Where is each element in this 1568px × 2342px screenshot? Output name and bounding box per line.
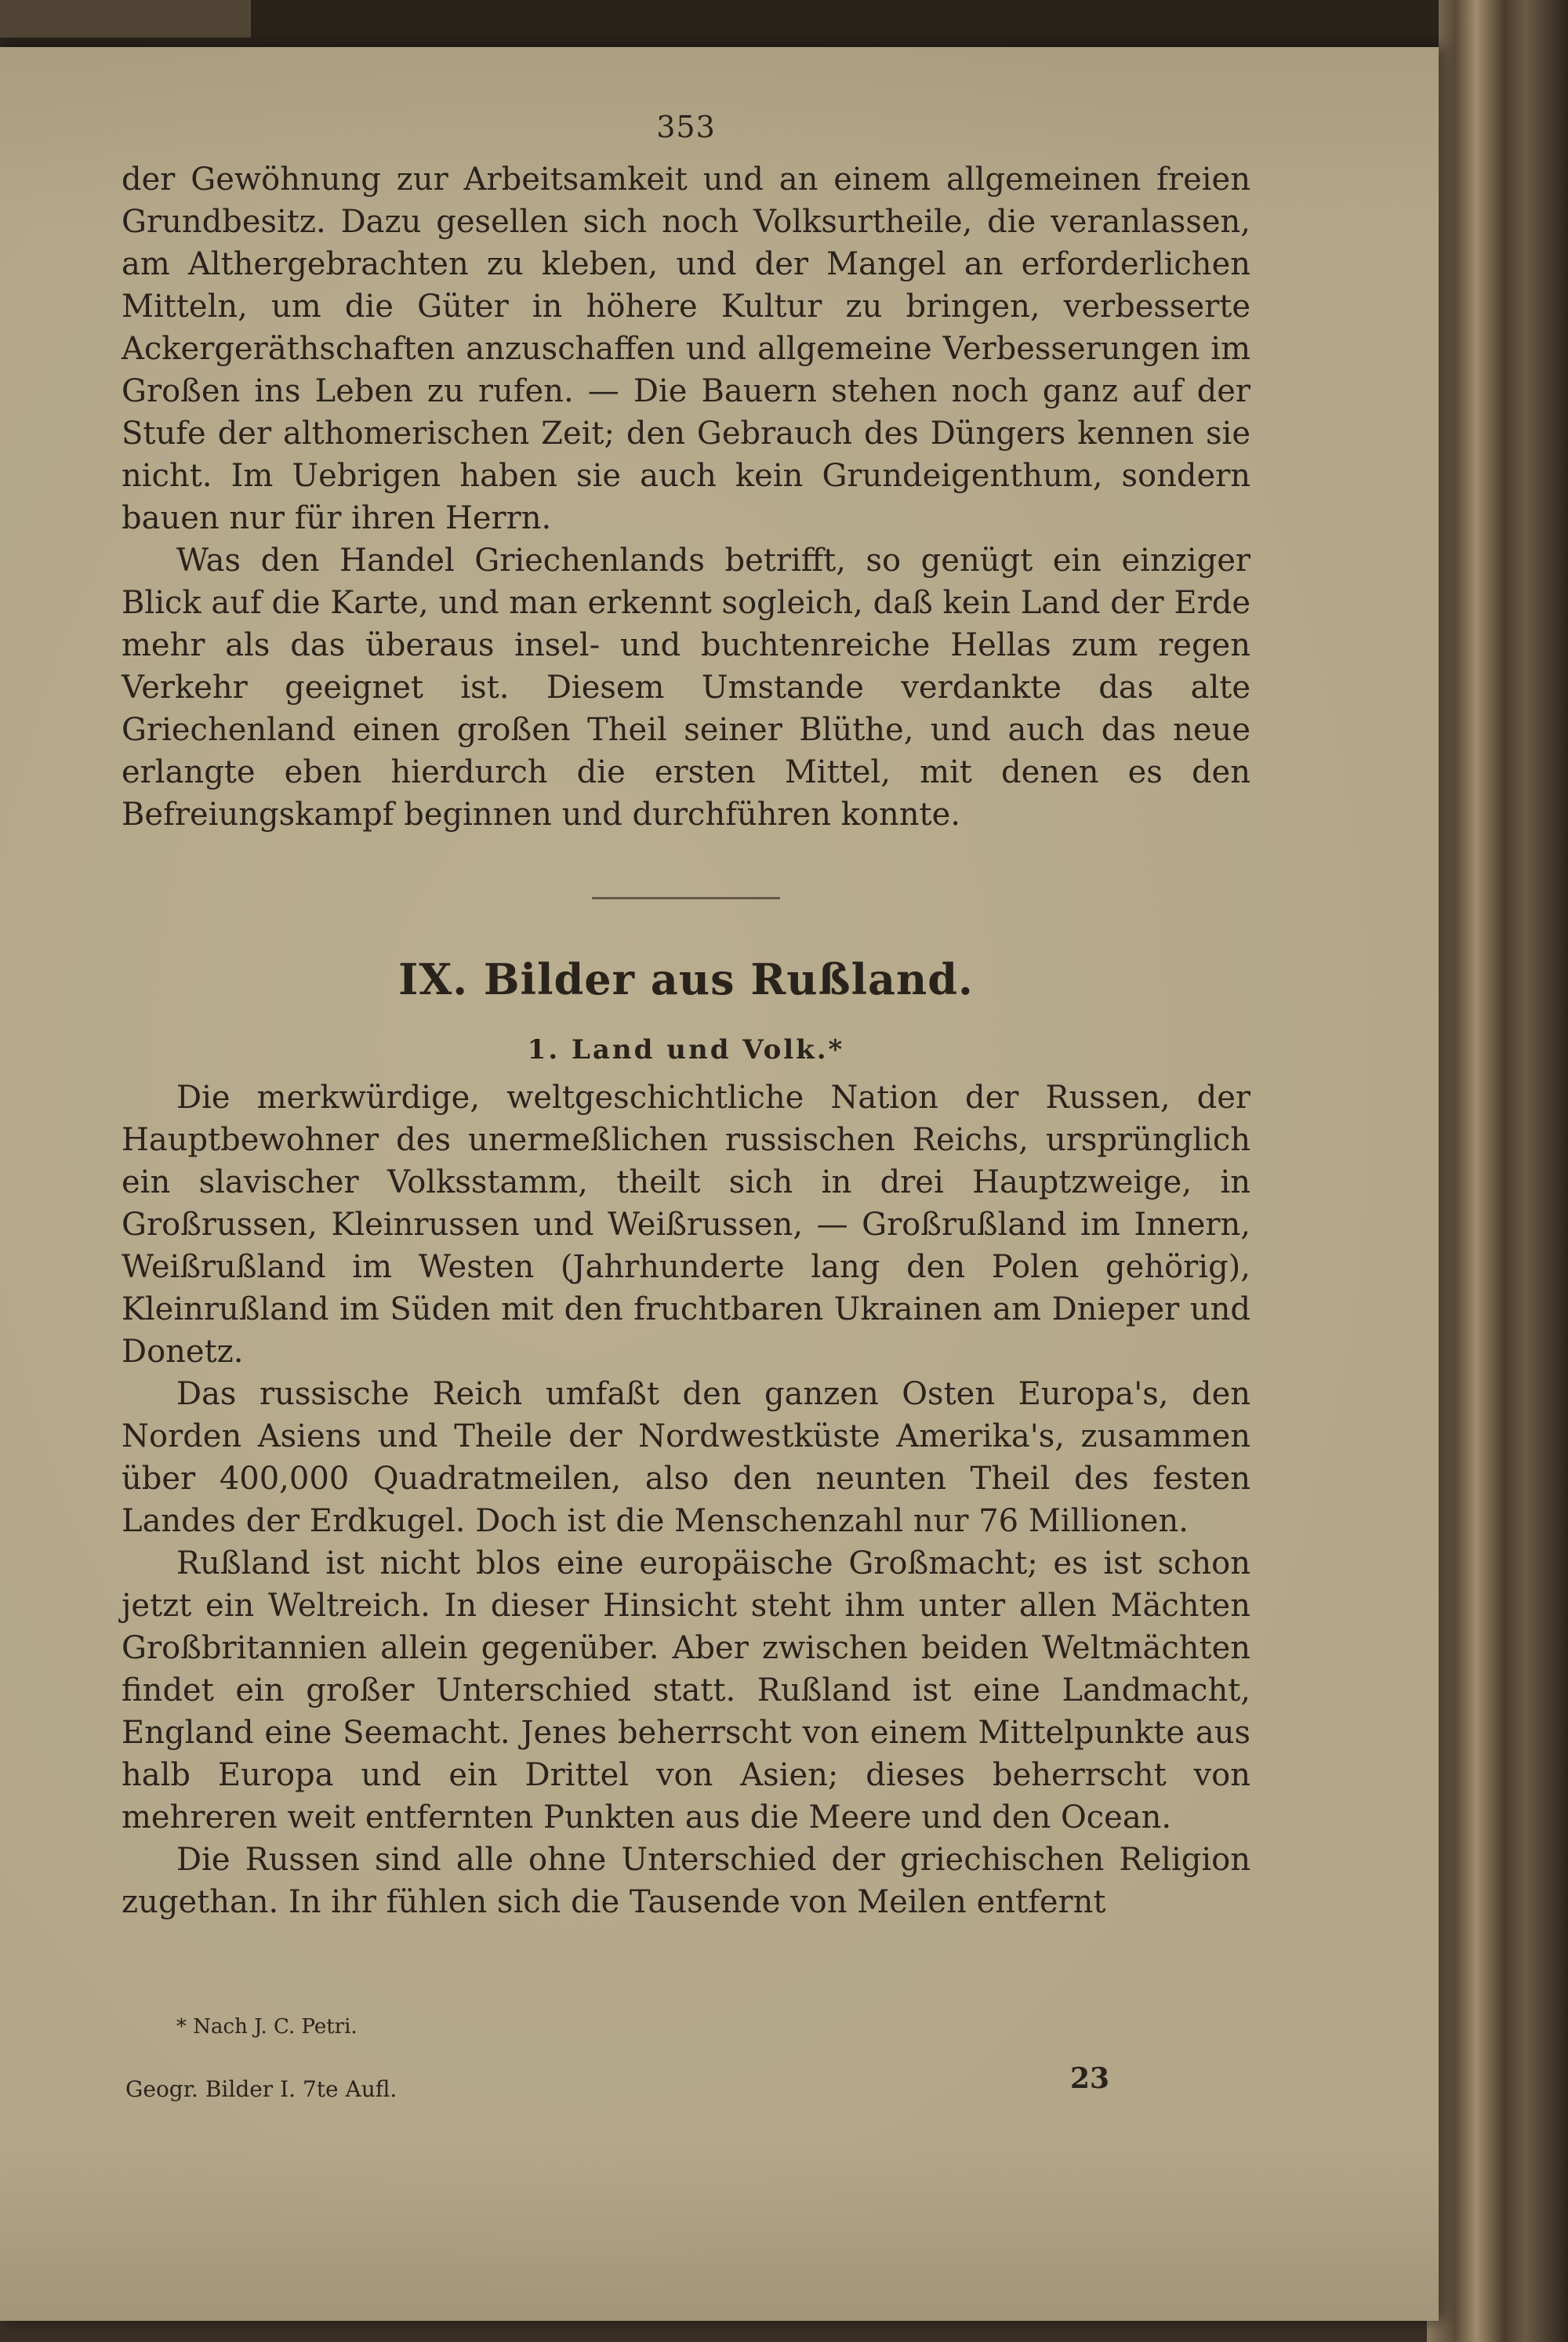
footnote: * Nach J. C. Petri.	[176, 2015, 358, 2039]
paragraph: Das russische Reich umfaßt den ganzen Osten Europa's, den Norden Asiens und Theile der Nordwestküste Amerika's, zusammen über 400,000 Quadratmeilen, also den neunten Theil des festen Landes der Erdkugel. Doch ist die Menschenzahl nur 76 Millionen.	[122, 1376, 1250, 1539]
section-divider	[592, 897, 780, 899]
signature-number: 23	[1070, 2062, 1110, 2095]
text-area	[122, 110, 1250, 1923]
paragraph: Die merkwürdige, weltgeschichtliche Nation der Russen, der Hauptbewohner des unermeßlichen russischen Reichs, ursprünglich ein slavischer Volksstamm, theilt sich in drei Hauptzweige, in Großrussen, Kleinrussen und Weißrussen, — Großrußland im Innern, Weißrußland im Westen (Jahrhunderte lang den Polen gehörig), Kleinrußland im Süden mit den fruchtbaren Ukrainen am Dnieper und Donetz.	[122, 1080, 1250, 1370]
chapter-title: IX. Bilder aus Rußland.	[398, 954, 974, 1004]
paragraph: der Gewöhnung zur Arbeitsamkeit und an einem allgemeinen freien Grundbesitz. Dazu gesellen sich noch Volksurtheile, die veranlassen, am Althergebrachten zu kleben, und der Mangel an erforderlichen Mitteln, um die Güter in höhere Kultur zu bringen, verbesserte Ackergeräthschaften anzuschaffen und allgemeine Verbesserungen im Großen ins Leben zu rufen. — Die Bauern stehen noch ganz auf der Stufe der althomerischen Zeit; den Gebrauch des Düngers kennen sie nicht. Im Uebrigen haben sie auch kein Grundeigenthum, sondern bauen nur für ihren Herrn.	[122, 162, 1250, 536]
page-number: 353	[656, 110, 716, 144]
paragraph: Was den Handel Griechenlands betrifft, so genügt ein einziger Blick auf die Karte, und man erkennt sogleich, daß kein Land der Erde mehr als das überaus insel- und buchtenreiche Hellas zum regen Verkehr geeignet ist. Diesem Umstande verdankte das alte Griechenland einen großen Theil seiner Blüthe, und auch das neue erlangte eben hierdurch die ersten Mittel, mit denen es den Befreiungskampf beginnen und durchführen konnte.	[122, 543, 1250, 833]
section-title: 1. Land und Volk.*	[527, 1034, 845, 1066]
top-binding-tape	[0, 0, 251, 38]
printer-signature-line: Geogr. Bilder I. 7te Aufl.	[125, 2076, 397, 2102]
paragraph: Die Russen sind alle ohne Unterschied der griechischen Religion zugethan. In ihr fühlen sich die Tausende von Meilen entfernt	[122, 1842, 1250, 1920]
book-page-edges	[1427, 0, 1568, 2342]
paragraph: Rußland ist nicht blos eine europäische Großmacht; es ist schon jetzt ein Weltreich. In dieser Hinsicht steht ihm unter allen Mächten Großbritannien allein gegenüber. Aber zwischen beiden Weltmächten findet ein großer Unterschied statt. Rußland ist eine Landmacht, England eine Seemacht. Jenes beherrscht von einem Mittelpunkte aus halb Europa und ein Drittel von Asien; dieses beherrscht von mehreren weit entfernten Punkten aus die Meere und den Ocean.	[122, 1545, 1250, 1835]
